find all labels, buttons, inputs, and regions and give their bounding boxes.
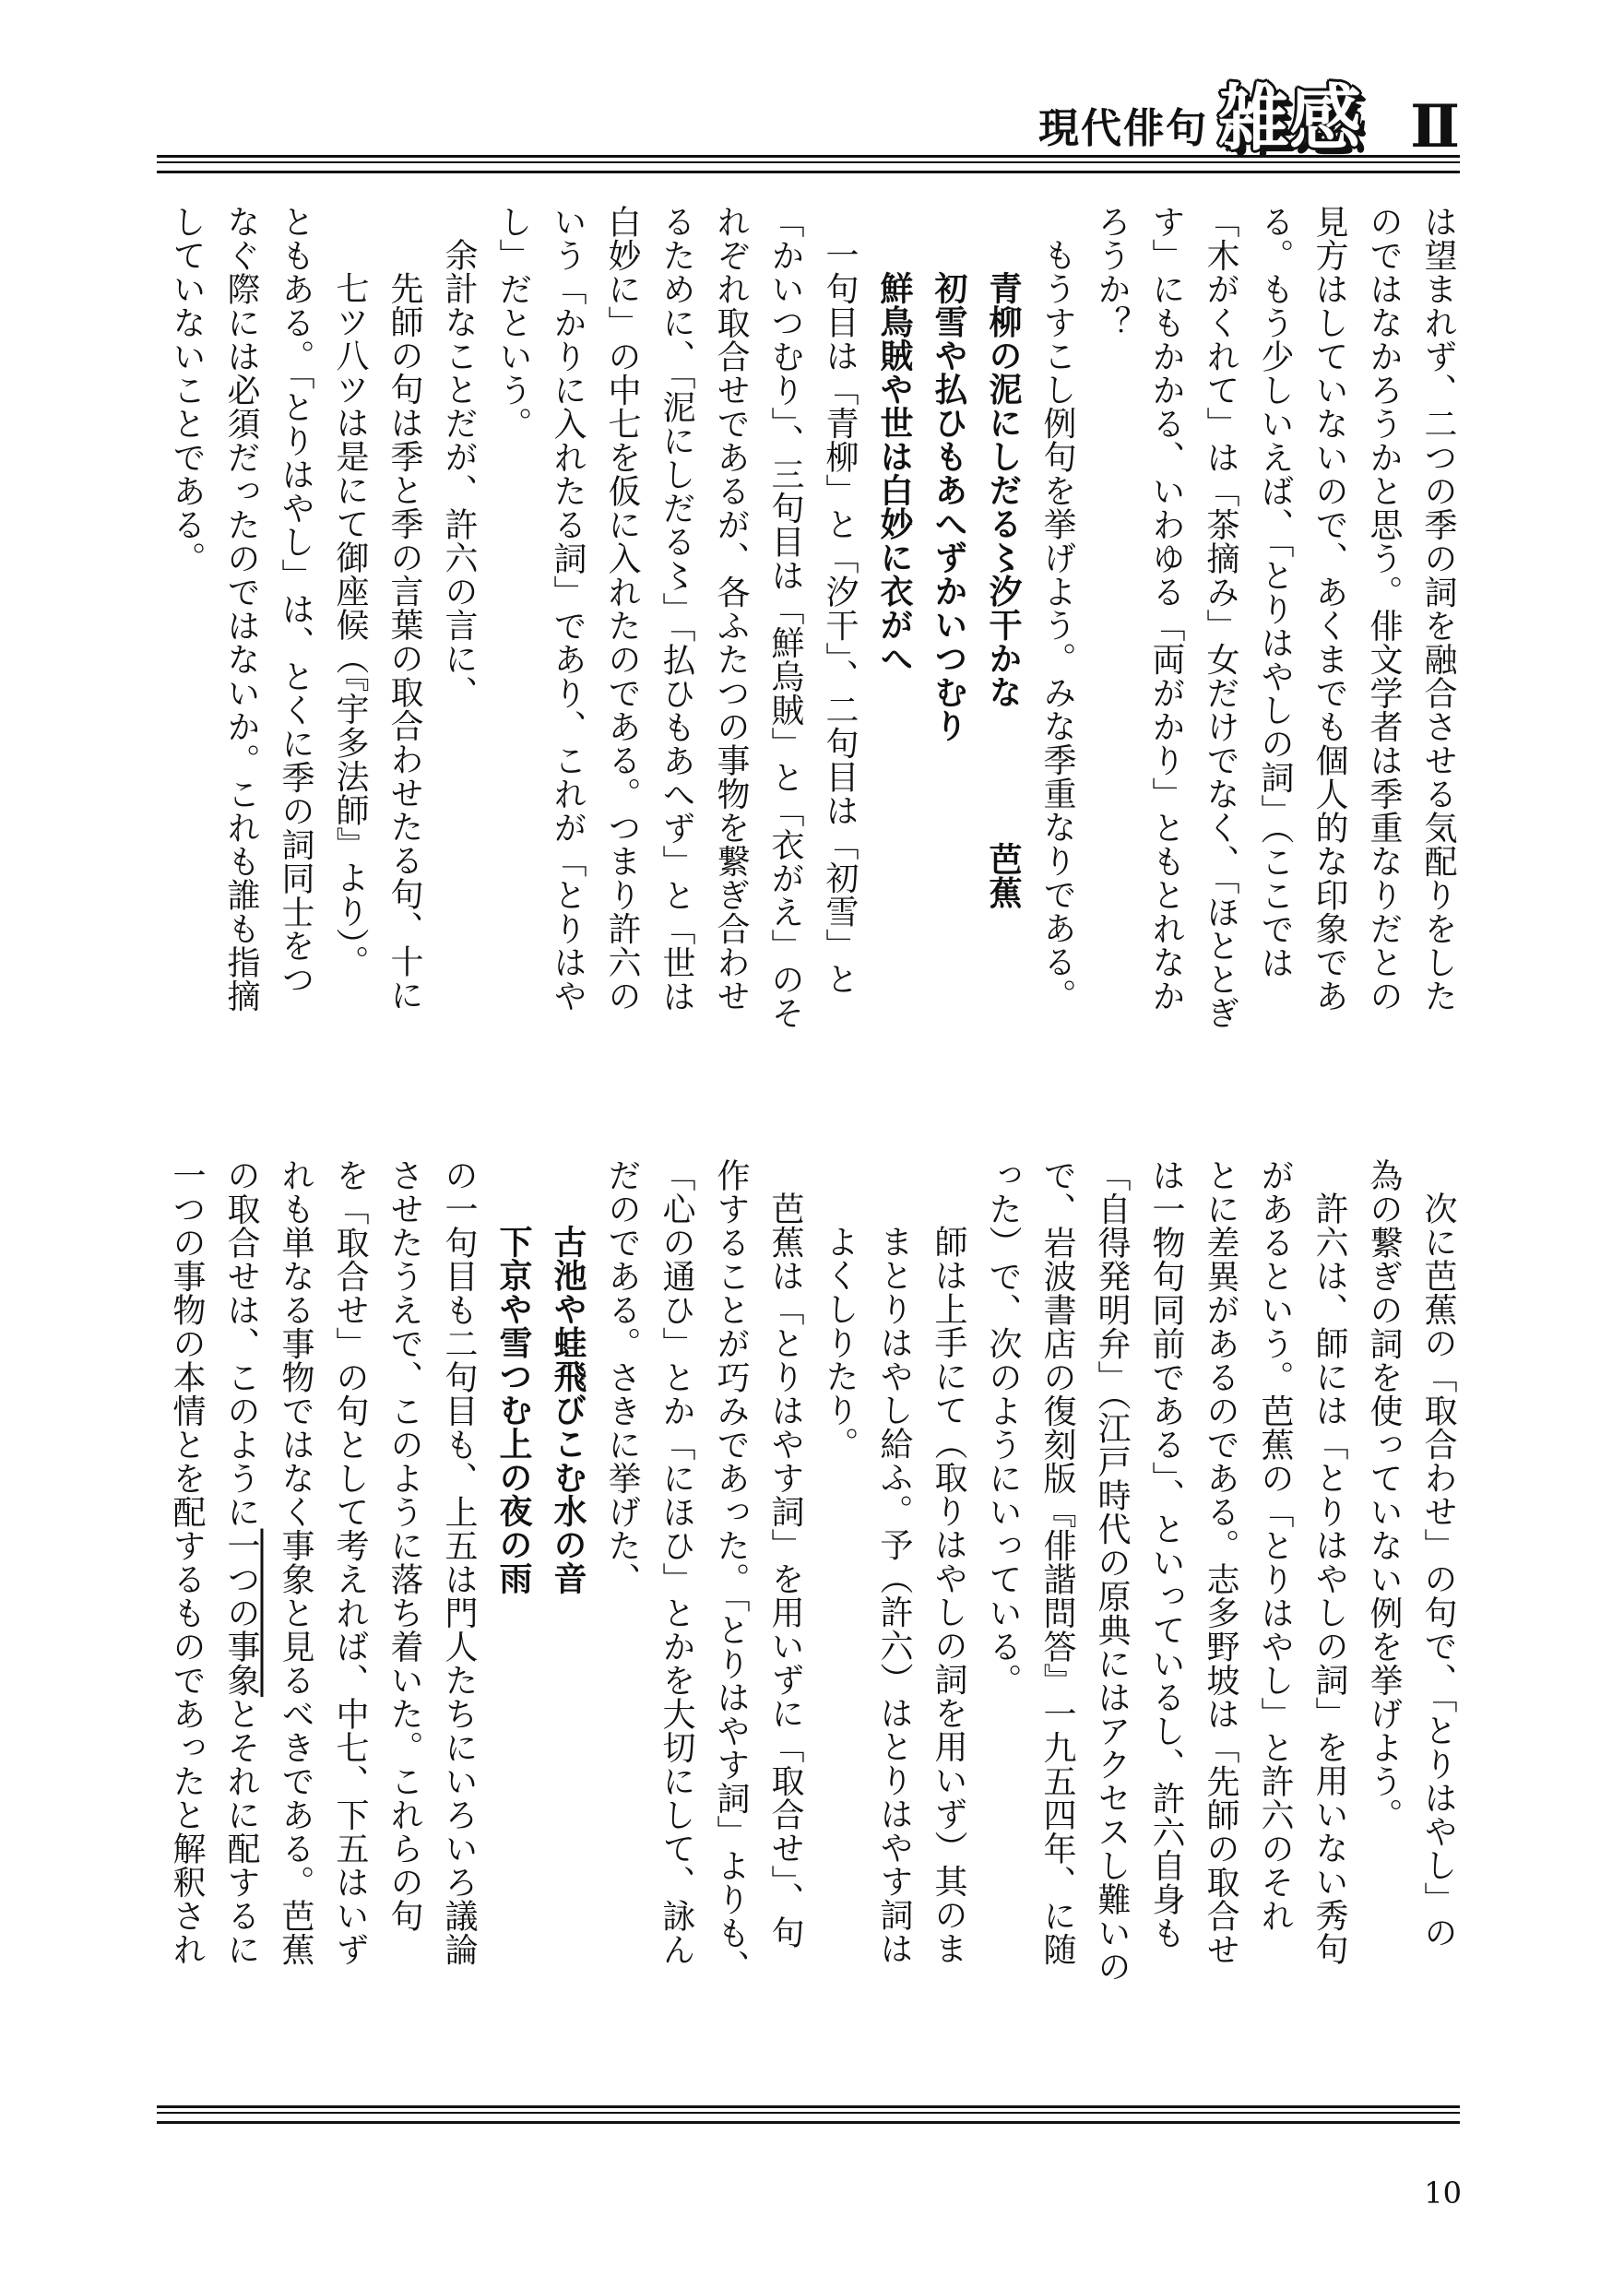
- part-numeral: Ⅱ: [1410, 92, 1460, 161]
- text-line: った）で、次のようにいっている。: [984, 1158, 1022, 1697]
- haiku-line: 古池や蛙飛びこむ水の音: [549, 1225, 587, 1595]
- text-line: で、岩波書店の復刻版『俳諧問答』一九五四年、に随: [1038, 1158, 1076, 1966]
- text-line: のではなかろうかと思う。俳文学者は季重なりだとの: [1365, 205, 1403, 1013]
- text-line: もうすこし例句を挙げよう。みな季重なりである。: [1038, 238, 1076, 1013]
- haiku-line: 初雪や払ひもあへずかいつむり: [930, 271, 968, 742]
- text-line: させたうえで、このように落ち着いた。これらの句: [385, 1158, 423, 1933]
- text-line: 作することが巧みであった。「とりはやす詞」よりも、: [712, 1158, 750, 1984]
- text-line: は一物句同前である」、といっているし、許六自身も: [1147, 1158, 1185, 1950]
- footer-rule: [157, 2105, 1460, 2124]
- text-line: れぞれ取合せであるが、各ふたつの事物を繋ぎ合わせ: [712, 205, 750, 1013]
- text-line: いう「かりに入れたる詞」であり、これが「とりはや: [549, 205, 587, 1013]
- text-line: 「かいつむり」、三句目は「鮮烏賊」と「衣がえ」のそ: [766, 205, 804, 1030]
- text-line: 一つの事物の本情とを配するものであったと解釈され: [168, 1158, 206, 1966]
- lower-text-block: [159, 1158, 1465, 2090]
- text-line: 一句目は「青柳」と「汐干」、二句目は「初雪」と: [821, 238, 859, 996]
- text-line: れも単なる事物ではなく事象と見るべきである。芭蕉: [277, 1158, 314, 1966]
- text-line: るために、「泥にしだる〻」「払ひもあへず」と「世は: [658, 205, 695, 1014]
- marked-phrase: 一つの事象: [222, 1528, 260, 1697]
- text-line: 許六は、師には「とりはやしの詞」を用いない秀句: [1310, 1191, 1348, 1966]
- text-line: ろうか？: [1093, 205, 1131, 339]
- text-line: なぐ際には必須だったのではないか。これも誰も指摘: [222, 205, 260, 1013]
- page-number: 10: [1424, 2175, 1462, 2211]
- haiku-author: 芭蕉: [984, 841, 1023, 909]
- quote-line: よくしりたり。: [821, 1225, 859, 1461]
- text-line: す」にもかかる、いわゆる「両がかり」ともとれなか: [1147, 205, 1185, 1013]
- article-title: 雑感: [1216, 77, 1361, 160]
- upper-text-block: [159, 205, 1465, 1136]
- running-header: [1037, 77, 1361, 160]
- quote-line: まとりはやし給ふ。予（許六）はとりはやす詞は: [875, 1225, 913, 1965]
- text-line: 次に芭蕉の「取合わせ」の句で、「とりはやし」の: [1419, 1191, 1457, 1950]
- text-line: の一句目も二句目も、上五は門人たちにいろいろ議論: [440, 1158, 478, 1966]
- series-title: 現代俳句: [1037, 105, 1208, 152]
- text-line: を「取合せ」の句として考えれば、中七、下五はいず: [331, 1158, 369, 1966]
- header-rule: [157, 155, 1460, 173]
- text-line: だのである。さきに挙げた、: [603, 1158, 641, 1596]
- text-line: 「心の通ひ」とか「にほひ」とかを大切にして、詠ん: [658, 1158, 695, 1966]
- haiku-line: 鮮鳥賊や世は白妙に衣がへ: [875, 271, 914, 675]
- text-line: 為の繋ぎの詞を使っていない例を挙げよう。: [1365, 1158, 1403, 1832]
- text-line: 白妙に」の中七を仮に入れたのである。つまり許六の: [603, 205, 641, 1013]
- text-line: 「自得発明弁」（江戸時代の原典にはアクセスし難いの: [1093, 1158, 1131, 1984]
- text-line: していないことである。: [168, 205, 206, 575]
- text-segment: の取合せは、このように: [222, 1158, 260, 1529]
- text-line: 芭蕉は「とりはやす詞」を用いずに「取合せ」、句: [766, 1191, 804, 1950]
- text-line: があるという。芭蕉の「とりはやし」と許六のそれ: [1256, 1158, 1294, 1933]
- quote-line: 七ツ八ツは是にて御座候（『宇多法師』より）。: [331, 271, 369, 978]
- text-line: ともある。「とりはやし」は、とくに季の詞同士をつ: [277, 205, 314, 996]
- quote-line: 師は上手にて（取りはやしの詞を用いず）其のま: [930, 1225, 967, 1965]
- haiku-line: [976, 205, 1030, 1136]
- text-line: [214, 1158, 268, 2090]
- text-line: 見方はしていないので、あくまでも個人的な印象であ: [1310, 205, 1348, 1013]
- text-line: は望まれず、二つの季の詞を融合させる気配りをした: [1419, 205, 1457, 1013]
- text-line: 「木がくれて」は「茶摘み」女だけでなく、「ほととぎ: [1202, 205, 1239, 1030]
- text-line: 余計なことだが、許六の言に、: [440, 238, 478, 709]
- text-line: る。もう少しいえば、「とりはやしの詞」（ここでは: [1256, 205, 1294, 979]
- text-segment: とそれに配するに: [222, 1697, 260, 1966]
- text-line: し」だという。: [494, 205, 532, 441]
- haiku-text: 青柳の泥にしだる〻汐干かな: [984, 271, 1023, 709]
- quote-line: 先師の句は季と季の言葉の取合わせたる句、十に: [385, 271, 423, 1012]
- haiku-line: 下京や雪つむ上の夜の雨: [494, 1225, 533, 1595]
- text-line: とに差異があるのである。志多野坡は「先師の取合せ: [1202, 1158, 1239, 1966]
